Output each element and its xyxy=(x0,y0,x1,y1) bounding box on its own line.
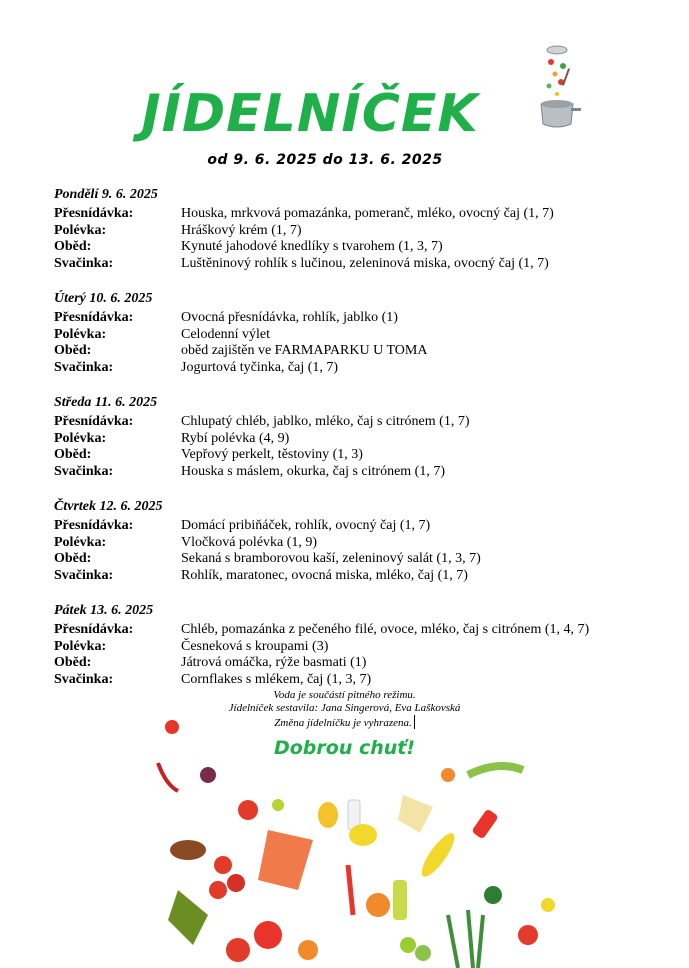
meal-value: Chlupatý chléb, jablko, mléko, čaj s citrónem (1, 7) xyxy=(181,414,470,429)
day-title: Pondělí 9. 6. 2025 xyxy=(54,187,158,202)
meal-value: Sekaná s bramborovou kaší, zeleninový salát (1, 3, 7) xyxy=(181,551,481,566)
meal-row xyxy=(54,551,654,568)
meal-row xyxy=(54,535,654,552)
meal-value: Luštěninový rohlík s lučinou, zeleninová miska, ovocný čaj (1, 7) xyxy=(181,255,549,271)
meal-label: Svačinka: xyxy=(54,359,114,375)
meal-row xyxy=(54,622,654,639)
meal-label: Svačinka: xyxy=(54,567,114,583)
meal-label: Oběd: xyxy=(54,551,92,566)
meal-row xyxy=(54,360,654,377)
meal-value: Chléb, pomazánka z pečeného filé, ovoce, mléko, čaj s citrónem (1, 4, 7) xyxy=(181,622,590,637)
meal-label: Přesnídávka: xyxy=(54,414,134,429)
meal-label: Polévka: xyxy=(54,222,107,238)
meal-row xyxy=(54,343,654,360)
meal-label: Svačinka: xyxy=(54,255,114,271)
meal-row xyxy=(54,414,654,431)
closing-text: Dobrou chuť! xyxy=(273,737,416,759)
meal-value: Rybí polévka (4, 9) xyxy=(181,430,290,446)
meal-row xyxy=(54,431,654,448)
meal-row xyxy=(54,223,654,240)
change-note-text: Změna jídelníčku je vyhrazena. xyxy=(274,717,412,729)
meal-row xyxy=(54,568,654,585)
meal-value: Jogurtová tyčinka, čaj (1, 7) xyxy=(181,359,339,375)
meal-label: Oběd: xyxy=(54,239,92,254)
meal-row xyxy=(54,639,654,656)
text-cursor xyxy=(414,715,415,729)
page-title: JÍDELNÍČEK xyxy=(141,84,479,144)
change-note xyxy=(0,715,689,730)
meal-value: Rohlík, maratonec, ovocná miska, mléko, čaj (1, 7) xyxy=(181,567,468,583)
meal-label: Přesnídávka: xyxy=(54,310,134,325)
date-range: od 9. 6. 2025 do 13. 6. 2025 xyxy=(207,152,443,168)
meal-row xyxy=(54,310,654,327)
day-monday xyxy=(54,186,654,272)
weekly-menu xyxy=(54,186,654,706)
meal-label: Přesnídávka: xyxy=(54,518,134,533)
meal-value: Ovocná přesnídávka, rohlík, jablko (1) xyxy=(181,310,398,325)
meal-row xyxy=(54,239,654,256)
meal-row xyxy=(54,206,654,223)
meal-value: oběd zajištěn ve FARMAPARKU U TOMA xyxy=(181,343,428,358)
meal-label: Polévka: xyxy=(54,430,107,446)
meal-row xyxy=(54,672,654,689)
meal-value: Cornflakes s mlékem, čaj (1, 3, 7) xyxy=(181,671,372,687)
meal-label: Oběd: xyxy=(54,343,92,358)
meal-label: Svačinka: xyxy=(54,463,114,479)
day-title: Pátek 13. 6. 2025 xyxy=(54,603,154,618)
meal-value: Celodenní výlet xyxy=(181,326,271,342)
meal-row xyxy=(54,518,654,535)
day-wednesday xyxy=(54,394,654,480)
meal-value: Vepřový perkelt, těstoviny (1, 3) xyxy=(181,447,363,462)
meal-label: Polévka: xyxy=(54,534,107,550)
meal-row xyxy=(54,327,654,344)
author-note: Jídelníček sestavila: Jana Singerová, Eva Laškovská xyxy=(228,702,461,714)
meal-value: Česneková s kroupami (3) xyxy=(181,638,329,654)
meal-row xyxy=(54,447,654,464)
meal-value: Houska, mrkvová pomazánka, pomeranč, mléko, ovocný čaj (1, 7) xyxy=(181,206,554,221)
day-title: Středa 11. 6. 2025 xyxy=(54,395,158,410)
water-note: Voda je součástí pitného režimu. xyxy=(273,689,416,701)
day-friday xyxy=(54,602,654,688)
meal-label: Svačinka: xyxy=(54,671,114,687)
meal-label: Polévka: xyxy=(54,638,107,654)
meal-value: Houska s máslem, okurka, čaj s citrónem (1, 7) xyxy=(181,463,445,479)
day-thursday xyxy=(54,498,654,584)
footer-notes xyxy=(0,689,689,730)
meal-label: Polévka: xyxy=(54,326,107,342)
day-tuesday xyxy=(54,290,654,376)
meal-row xyxy=(54,655,654,672)
meal-value: Hráškový krém (1, 7) xyxy=(181,222,302,238)
meal-label: Oběd: xyxy=(54,447,92,462)
meal-value: Játrová omáčka, rýže basmati (1) xyxy=(181,655,367,670)
meal-value: Domácí pribiňáček, rohlík, ovocný čaj (1, 7) xyxy=(181,518,431,533)
meal-row xyxy=(54,464,654,481)
day-title: Čtvrtek 12. 6. 2025 xyxy=(54,499,163,514)
meal-label: Oběd: xyxy=(54,655,92,670)
meal-value: Vločková polévka (1, 9) xyxy=(181,534,318,550)
day-title: Úterý 10. 6. 2025 xyxy=(54,291,153,306)
meal-label: Přesnídávka: xyxy=(54,622,134,637)
meal-label: Přesnídávka: xyxy=(54,206,134,221)
meal-value: Kynuté jahodové knedlíky s tvarohem (1, 3, 7) xyxy=(181,239,443,254)
meal-row xyxy=(54,256,654,273)
